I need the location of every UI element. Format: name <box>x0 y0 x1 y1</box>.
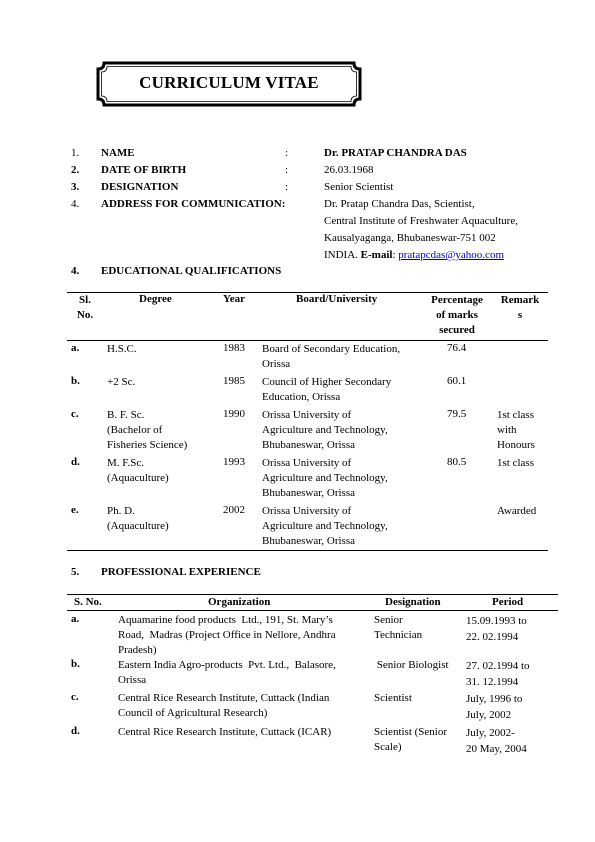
period-cell: July, 2002- 20 May, 2004 <box>466 727 527 755</box>
email-separator: : <box>392 249 396 261</box>
year-cell: 1993 <box>223 456 245 468</box>
section-number: 5. <box>71 566 80 578</box>
degree-cell: Ph. D. (Aquaculture) <box>107 505 169 532</box>
degree-cell: B. F. Sc. (Bachelor of Fisheries Science) <box>107 409 188 451</box>
col-header-period: Period <box>492 596 524 608</box>
table-rule-top <box>67 594 558 595</box>
separator: : <box>285 147 289 159</box>
section-number: 4. <box>71 265 80 277</box>
item-number: 4. <box>71 198 80 210</box>
col-header-year: Year <box>223 293 245 305</box>
row-label: c. <box>71 408 79 420</box>
table-rule-bottom <box>67 550 548 551</box>
organization-cell: Central Rice Research Institute, Cuttack (Indian Council of Agricultural Research) <box>118 692 330 719</box>
address-line-email <box>324 249 504 261</box>
designation-cell: Scientist (Senior Scale) <box>374 726 448 753</box>
col-header-degree: Degree <box>139 293 172 305</box>
row-label: b. <box>71 658 80 670</box>
designation-value: Senior Scientist <box>324 181 394 193</box>
dob-value: 26.03.1968 <box>324 164 374 176</box>
col-header-remarks: Remark s <box>500 294 540 321</box>
period-cell: 15.09.1993 to 22. 02.1994 <box>466 615 527 643</box>
year-cell: 1985 <box>223 375 245 387</box>
address-line: Central Institute of Freshwater Aquaculture, <box>324 215 518 227</box>
name-label: NAME <box>101 147 135 159</box>
row-label: a. <box>71 613 80 625</box>
year-cell: 1990 <box>223 408 245 420</box>
col-header-organization: Organization <box>208 596 271 608</box>
col-header-designation: Designation <box>385 596 441 608</box>
degree-cell: +2 Sc. <box>107 376 136 388</box>
name-value: Dr. PRATAP CHANDRA DAS <box>324 147 467 159</box>
designation-cell: Senior Technician <box>374 614 423 641</box>
address-line: Dr. Pratap Chandra Das, Scientist, <box>324 198 475 210</box>
row-label: d. <box>71 456 80 468</box>
education-heading: EDUCATIONAL QUALIFICATIONS <box>101 265 282 277</box>
document-title: CURRICULUM VITAE <box>139 73 319 92</box>
remarks-cell: Awarded <box>497 505 537 517</box>
board-cell: Orissa University of Agriculture and Technology, Bhubaneswar, Orissa <box>262 409 388 451</box>
email-label: E-mail <box>360 249 393 261</box>
row-label: e. <box>71 504 79 516</box>
item-number: 2. <box>71 164 80 176</box>
separator: : <box>285 181 289 193</box>
board-cell: Orissa University of Agriculture and Technology, Bhubaneswar, Orissa <box>262 505 388 547</box>
percentage-cell: 76.4 <box>447 342 467 354</box>
percentage-cell: 60.1 <box>447 375 467 387</box>
col-header-percentage: Percentage of marks secured <box>431 294 483 336</box>
item-number: 1. <box>71 147 80 159</box>
designation-cell: Scientist <box>374 692 412 704</box>
separator: : <box>285 164 289 176</box>
table-rule-header <box>67 340 548 341</box>
experience-heading: PROFESSIONAL EXPERIENCE <box>101 566 261 578</box>
row-label: d. <box>71 725 80 737</box>
title-box <box>96 61 362 107</box>
designation-label: DESIGNATION <box>101 181 179 193</box>
period-cell: July, 1996 to July, 2002 <box>466 693 523 721</box>
table-rule-header <box>67 610 558 611</box>
board-cell: Orissa University of Agriculture and Technology, Bhubaneswar, Orissa <box>262 457 388 499</box>
row-label: a. <box>71 342 80 354</box>
degree-cell: H.S.C. <box>107 343 137 355</box>
organization-cell: Eastern India Agro-products Pvt. Ltd., Balasore, Orissa <box>118 659 336 686</box>
row-label: b. <box>71 375 80 387</box>
dob-label: DATE OF BIRTH <box>101 164 187 176</box>
col-header-sno: S. No. <box>74 596 102 608</box>
email-link[interactable]: pratapcdas@yahoo.com <box>398 249 504 261</box>
address-line: Kausalyaganga, Bhubaneswar-751 002 <box>324 232 496 244</box>
degree-cell: M. F.Sc. (Aquaculture) <box>107 457 169 484</box>
board-cell: Council of Higher Secondary Education, Orissa <box>262 376 392 403</box>
col-header-board: Board/University <box>296 293 378 305</box>
remarks-cell: 1st class with Honours <box>497 409 535 451</box>
board-cell: Board of Secondary Education, Orissa <box>262 343 401 370</box>
organization-cell: Central Rice Research Institute, Cuttack (ICAR) <box>118 726 332 738</box>
organization-cell: Aquamarine food products Ltd., 191, St. Mary’s Road, Madras (Project Office in Nellore, Andhra Pradesh) <box>118 614 336 656</box>
remarks-cell: 1st class <box>497 457 534 469</box>
country-text: INDIA. <box>324 249 358 261</box>
item-number: 3. <box>71 181 80 193</box>
year-cell: 1983 <box>223 342 245 354</box>
col-header-sl: Sl. No. <box>76 294 94 321</box>
address-label: ADDRESS FOR COMMUNICATION: <box>101 198 286 210</box>
row-label: c. <box>71 691 79 703</box>
percentage-cell: 79.5 <box>447 408 467 420</box>
year-cell: 2002 <box>223 504 245 516</box>
designation-cell: Senior Biologist <box>374 659 449 671</box>
percentage-cell: 80.5 <box>447 456 467 468</box>
period-cell: 27. 02.1994 to 31. 12.1994 <box>466 660 530 688</box>
